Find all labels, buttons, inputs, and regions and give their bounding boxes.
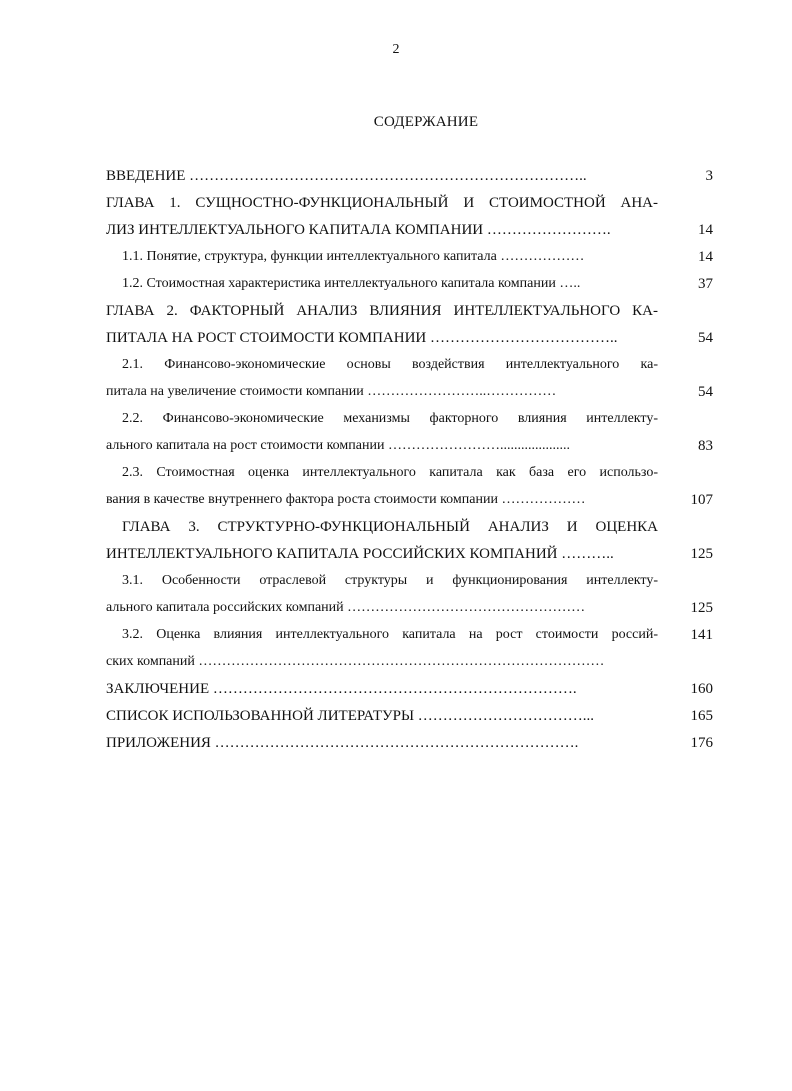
toc-entry-section-2-2-cont: ального капитала на рост стоимости компании …………………….................... [106,438,570,453]
toc-page-number: 83 [698,438,713,454]
toc-entry-chapter-2: ГЛАВА 2. ФАКТОРНЫЙ АНАЛИЗ ВЛИЯНИЯ ИНТЕЛЛЕКТУАЛЬНОГО КА- [106,303,658,319]
toc-entry-chapter-3-cont: ИНТЕЛЛЕКТУАЛЬНОГО КАПИТАЛА РОССИЙСКИХ КОМПАНИЙ ……….. [106,546,614,562]
toc-entry-chapter-2-cont: ПИТАЛА НА РОСТ СТОИМОСТИ КОМПАНИИ ……………………………….. [106,330,618,346]
toc-entry-section-3-1: 3.1. Особенности отраслевой структуры и функционирования интеллекту- [122,573,658,588]
toc-page-number: 37 [698,276,713,292]
toc-entry-section-2-3: 2.3. Стоимостная оценка интеллектуального капитала как база его использо- [122,465,658,480]
toc-page-number: 54 [698,330,713,346]
toc-page-number: 165 [690,708,713,724]
toc-entry-section-3-2: 3.2. Оценка влияния интеллектуального капитала на рост стоимости россий- [122,627,658,642]
toc-page-number: 125 [690,546,713,562]
toc-entry-bibliography: СПИСОК ИСПОЛЬЗОВАННОЙ ЛИТЕРАТУРЫ ……………………………... [106,708,595,724]
toc-entry-chapter-1: ГЛАВА 1. СУЩНОСТНО-ФУНКЦИОНАЛЬНЫЙ И СТОИМОСТНОЙ АНА- [106,195,658,211]
toc-page-number: 160 [690,681,713,697]
toc-page-number: 54 [698,384,713,400]
toc-entry-section-2-2: 2.2. Финансово-экономические механизмы факторного влияния интеллекту- [122,411,658,426]
toc-entry-section-3-2-cont: ских компаний …………………………………………………………………………… [106,654,605,669]
page-number: 2 [392,42,400,57]
toc-entry-chapter-1-cont: ЛИЗ ИНТЕЛЛЕКТУАЛЬНОГО КАПИТАЛА КОМПАНИИ ……………………. [106,222,611,238]
toc-entry-section-1-2: 1.2. Стоимостная характеристика интеллектуального капитала компании ….. [122,276,581,291]
toc-page-number: 107 [690,492,713,508]
toc-entry-chapter-3: ГЛАВА 3. СТРУКТУРНО-ФУНКЦИОНАЛЬНЫЙ АНАЛИЗ И ОЦЕНКА [122,519,658,535]
toc-page-number: 141 [690,627,713,643]
toc-entry-section-3-1-cont: ального капитала российских компаний …………………………………………… [106,600,586,615]
toc-page-number: 14 [698,222,713,238]
toc-entry-section-2-1: 2.1. Финансово-экономические основы воздействия интеллектуального ка- [122,357,658,372]
toc-page-number: 14 [698,249,713,265]
toc-entry-section-1-1: 1.1. Понятие, структура, функции интеллектуального капитала ……………… [122,249,585,264]
toc-entry-appendices: ПРИЛОЖЕНИЯ ………………………………………………………………. [106,735,579,751]
toc-entry-intro: ВВЕДЕНИЕ …………………………………………………………………….. [106,168,587,184]
toc-page-number: 3 [705,168,713,184]
toc-entry-section-2-1-cont: питала на увеличение стоимости компании ……………………..…………… [106,384,557,399]
toc-page-number: 176 [690,735,713,751]
toc-entry-conclusion: ЗАКЛЮЧЕНИЕ ………………………………………………………………. [106,681,577,697]
toc-title: СОДЕРЖАНИЕ [373,114,479,130]
toc-page-number: 125 [690,600,713,616]
toc-entry-section-2-3-cont: вания в качестве внутреннего фактора роста стоимости компании ……………… [106,492,586,507]
